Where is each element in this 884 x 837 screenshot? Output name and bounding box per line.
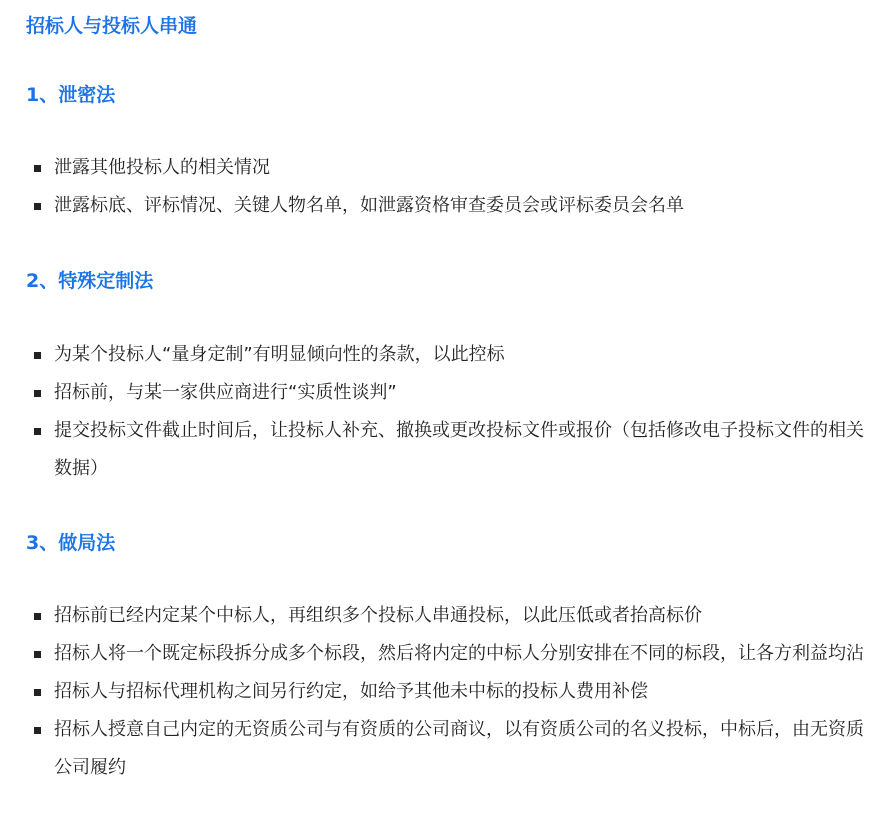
list-item-text: 招标人与招标代理机构之间另行约定，如给予其他未中标的投标人费用补偿 [54,681,648,702]
list-item [0,187,884,225]
bullet-list-2 [0,336,884,488]
list-item-text: 提交投标文件截止时间后，让投标人补充、撤换或更改投标文件或报价（包括修改电子投标文件的相关数据） [54,420,864,479]
page-title: 招标人与投标人串通 [26,15,198,37]
list-item [0,374,884,412]
list-item-text: 为某个投标人“量身定制”有明显倾向性的条款，以此控标 [54,344,505,365]
list-item [0,635,884,673]
list-item-text: 泄露其他投标人的相关情况 [54,157,270,178]
bullet-marker-icon [34,352,41,359]
bullet-marker-icon [34,390,41,397]
section-heading-2: 2、特殊定制法 [26,270,154,292]
bullet-list-3 [0,597,884,787]
list-item-text: 招标人将一个既定标段拆分成多个标段，然后将内定的中标人分别安排在不同的标段，让各方利益均沾 [54,643,864,664]
list-item-text: 泄露标底、评标情况、关键人物名单，如泄露资格审查委员会或评标委员会名单 [54,195,684,216]
list-item [0,149,884,187]
list-item-text: 招标前，与某一家供应商进行“实质性谈判” [54,382,397,403]
list-item-text: 招标人授意自己内定的无资质公司与有资质的公司商议，以有资质公司的名义投标，中标后，由无资质公司履约 [54,719,864,778]
bullet-marker-icon [34,651,41,658]
bullet-list-1 [0,149,884,225]
list-item [0,336,884,374]
list-item [0,711,884,787]
section-heading-3: 3、做局法 [26,532,116,554]
bullet-marker-icon [34,689,41,696]
bullet-marker-icon [34,203,41,210]
bullet-marker-icon [34,428,41,435]
bullet-marker-icon [34,613,41,620]
list-item [0,412,884,488]
list-item [0,673,884,711]
list-item [0,597,884,635]
bullet-marker-icon [34,165,41,172]
bullet-marker-icon [34,727,41,734]
section-heading-1: 1、泄密法 [26,84,116,106]
list-item-text: 招标前已经内定某个中标人，再组织多个投标人串通投标，以此压低或者抬高标价 [54,605,702,626]
